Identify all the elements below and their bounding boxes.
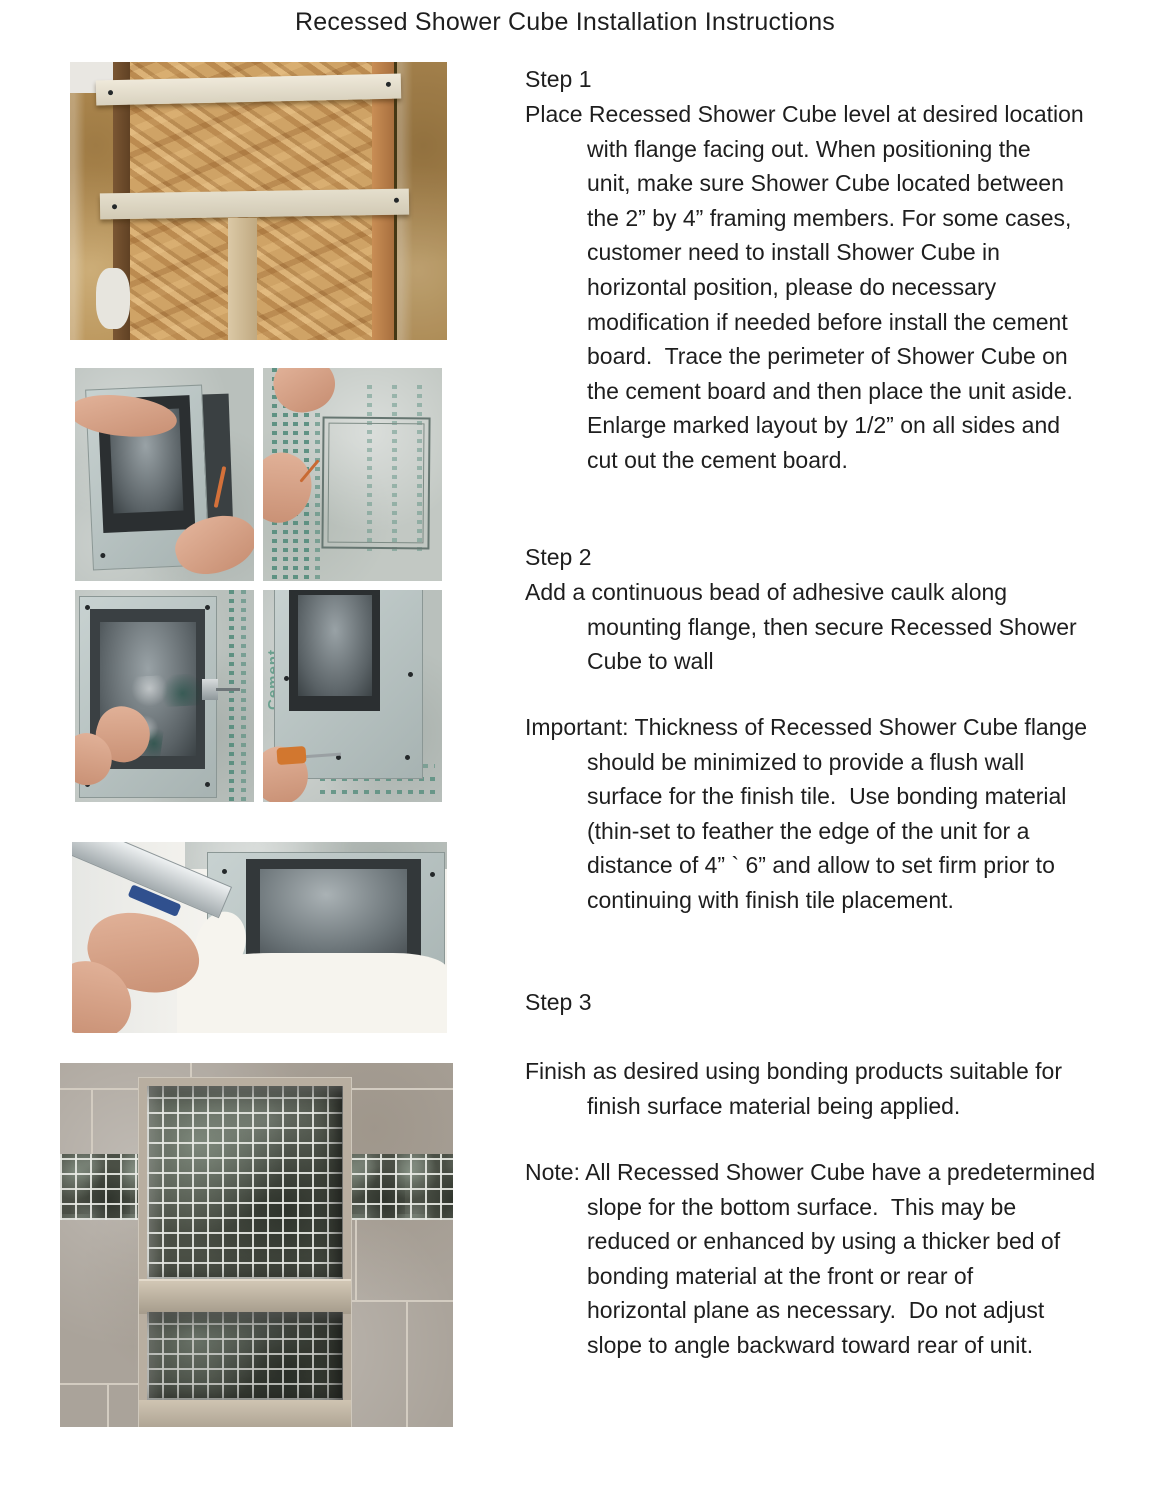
screw: [408, 672, 413, 677]
board-print: [229, 590, 234, 802]
text-line: distance of 4” ` 6” and allow to set firm prior to: [587, 852, 1055, 879]
step2-paragraph: [525, 575, 1171, 679]
screw: [284, 676, 289, 681]
shower-cube-recess: [260, 869, 407, 955]
grout-line: [107, 1383, 109, 1427]
text-line: slope for the bottom surface. This may be: [587, 1193, 1017, 1220]
text-line: Cube to wall: [587, 648, 714, 675]
collage-trace-photo: [263, 368, 442, 581]
step3-heading: Step 3: [525, 989, 592, 1015]
screw: [222, 869, 227, 874]
collage-secure-photo: [263, 590, 442, 802]
shower-cube-recess: [298, 595, 373, 695]
text-line: Note: All Recessed Shower Cube have a predetermined: [525, 1159, 1096, 1185]
text-line: continuing with finish tile placement.: [587, 886, 954, 913]
hand: [268, 368, 340, 419]
text-line: Enlarge marked layout by 1/2” on all sides and: [587, 412, 1061, 439]
screw: [205, 605, 210, 610]
screw: [405, 755, 410, 760]
text-line: mounting flange, then secure Recessed Shower: [587, 613, 1077, 640]
grout-line: [406, 1300, 408, 1427]
niche-sill: [139, 1400, 352, 1427]
text-line: finish surface material being applied.: [587, 1092, 961, 1119]
grout-line: [91, 1088, 93, 1154]
drill-bit: [216, 688, 239, 691]
step1-heading: Step 1: [525, 66, 592, 92]
thinset-photo: [72, 842, 447, 1033]
mosaic-accent-band: [60, 1154, 139, 1220]
text-line: should be minimized to provide a flush wall: [587, 748, 1025, 775]
screw: [430, 872, 435, 877]
screw: [85, 605, 90, 610]
text-line: board. Trace the perimeter of Shower Cube on: [587, 343, 1068, 370]
screw: [394, 198, 399, 203]
niche-depth-shadow: [147, 1312, 344, 1400]
text-line: with flange facing out. When positioning the: [587, 135, 1031, 162]
text-line: bonding material at the front or rear of: [587, 1262, 974, 1289]
niche-depth-shadow: [147, 1086, 344, 1279]
collage-position-photo: [75, 368, 254, 581]
important-paragraph: [525, 710, 1171, 918]
screw: [386, 82, 391, 87]
collage-drill-photo: [75, 590, 254, 802]
board-print: [320, 790, 435, 794]
shower-cube-frame: [246, 859, 421, 967]
page-title: Recessed Shower Cube Installation Instructions: [294, 8, 836, 36]
grout-line: [335, 1300, 453, 1302]
text-line: Important: Thickness of Recessed Shower Cube flange: [525, 714, 1088, 740]
text-line: Finish as desired using bonding products suitable for: [525, 1058, 1062, 1084]
install-collage: [75, 368, 442, 802]
center-stud: [228, 218, 256, 340]
board-print: [241, 590, 246, 802]
text-line: horizontal position, please do necessary: [587, 273, 997, 300]
text-line: horizontal plane as necessary. Do not adjust: [587, 1297, 1045, 1324]
screw: [109, 90, 114, 95]
text-line: modification if needed before install the cement: [587, 308, 1068, 335]
shower-niche: [139, 1078, 352, 1427]
screw: [205, 782, 210, 787]
middle-blocking-board: [100, 189, 410, 220]
traced-outline: [321, 417, 430, 550]
text-line: cut out the cement board.: [587, 446, 848, 473]
traced-outline-inner: [328, 423, 425, 544]
grout-line: [60, 1383, 139, 1385]
text-line: unit, make sure Shower Cube located between: [587, 170, 1064, 197]
screw: [112, 204, 117, 209]
shower-cube-frame: [289, 590, 380, 711]
finished-niche-photo: [60, 1063, 453, 1427]
niche-lower-compartment: [147, 1312, 344, 1400]
mosaic-accent-band: [335, 1154, 453, 1220]
text-line: slope to angle backward toward rear of unit.: [587, 1331, 1034, 1358]
screwdriver-handle: [277, 746, 307, 765]
text-line: reduced or enhanced by using a thicker bed of: [587, 1228, 1061, 1255]
text-line: the cement board and then place the unit aside.: [587, 377, 1073, 404]
text-line: Add a continuous bead of adhesive caulk along: [525, 579, 1008, 605]
text-line: (thin-set to feather the edge of the unit for a: [587, 817, 1030, 844]
plaster-patch: [96, 268, 130, 329]
text-line: surface for the finish tile. Use bonding material: [587, 783, 1067, 810]
niche-upper-compartment: [147, 1086, 344, 1279]
step1-paragraph: [525, 97, 1171, 478]
finish-paragraph: [525, 1054, 1171, 1123]
framing-photo: [70, 62, 447, 340]
niche-shelf: [139, 1279, 352, 1315]
note-paragraph: [525, 1155, 1171, 1363]
text-line: Place Recessed Shower Cube level at desired location: [525, 101, 1084, 127]
text-line: customer need to install Shower Cube in: [587, 239, 1000, 266]
text-line: the 2” by 4” framing members. For some cases,: [587, 204, 1072, 231]
drill-body: [124, 673, 208, 709]
step2-heading: Step 2: [525, 544, 592, 570]
screw: [100, 553, 105, 558]
